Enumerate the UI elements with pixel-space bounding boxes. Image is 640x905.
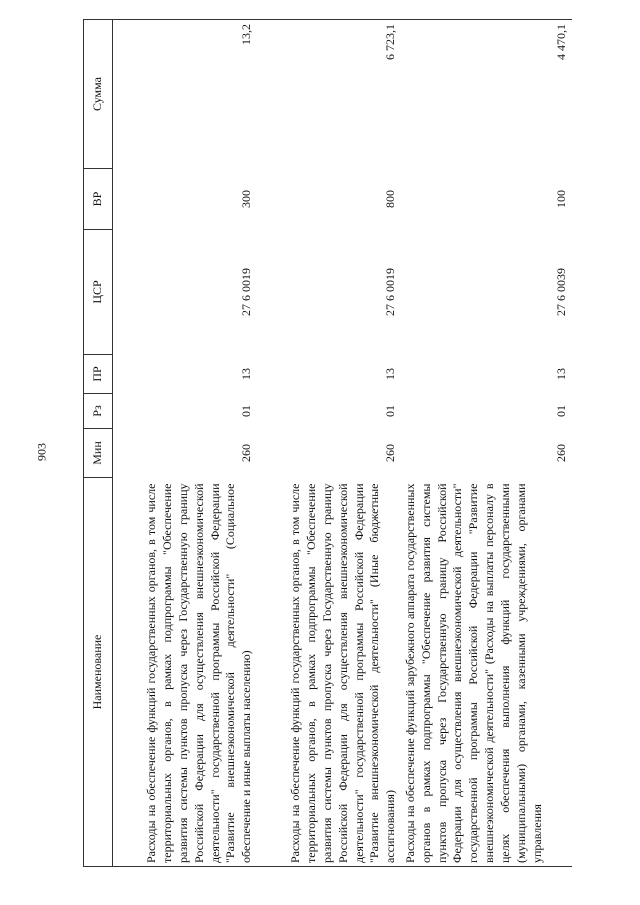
row-min: 260 [554, 444, 569, 462]
table-row [257, 20, 401, 867]
row-rz: 01 [383, 405, 398, 417]
row-pr: 13 [239, 368, 254, 380]
row-pr: 13 [383, 368, 398, 380]
row-sum: 6 723,1 [257, 20, 401, 169]
header-csr: ЦСР [84, 230, 113, 355]
row-rz: 01 [239, 405, 254, 417]
table-header [84, 20, 113, 867]
row-min: 260 [383, 444, 398, 462]
row-name-cell [401, 478, 572, 867]
row-csr: 27 6 0039 [554, 268, 569, 316]
row-name: Расходы на обеспечение функций государственных органов, в том числе территориальных органов, в рамках подпрограммы "Обеспечение развития системы пунктов пропуска через Государственную границу Российской Федерации для осуществления внешнеэкономической деятельности" государственной программы Российской Федерации "Развитие внешнеэкономической деятельности" (Социальное обеспечение и иные выплаты населению) [113, 478, 258, 867]
header-name: Наименование [84, 478, 113, 867]
row-csr: 27 6 0019 [239, 268, 254, 316]
row-vr: 100 [554, 190, 569, 208]
row-csr: 27 6 0019 [383, 268, 398, 316]
row-pr: 13 [554, 368, 569, 380]
table-row [401, 20, 572, 867]
row-name: Расходы на обеспечение функций зарубежного аппарата государственных органов в рамках подпрограммы "Обеспечение развития системы пунктов пропуска через Государственную границу Российской Федерации для осуществления внешнеэкономической деятельности" государственной программы Российской Федерации "Развитие внешнеэкономической деятельности" (Расходы на выплаты персоналу в целях обеспечения выполнения функций государственными (муниципальными) органами, казенными учреждениями, органами управления [403, 483, 544, 863]
rotated-table-container [83, 24, 591, 867]
page-number: 903 [34, 443, 49, 461]
row-sum: 4 470,1 [401, 20, 572, 169]
row-sum: 13,2 [113, 20, 258, 169]
header-vr: ВР [84, 169, 113, 230]
row-name: Расходы на обеспечение функций государственных органов, в том числе территориальных органов, в рамках подпрограммы "Обеспечение развития системы пунктов пропуска через Государственную границу Российской Федерации для осуществления внешнеэкономической деятельности" государственной программы Российской Федерации "Развитие внешнеэкономической деятельности" (Иные бюджетные ассигнования) [257, 478, 401, 867]
header-sum: Сумма [84, 20, 113, 169]
row-vr: 300 [239, 190, 254, 208]
header-min: Мин [84, 429, 113, 478]
row-rz: 01 [554, 405, 569, 417]
table-row [113, 20, 258, 867]
row-vr: 800 [383, 190, 398, 208]
header-pr: ПР [84, 355, 113, 394]
budget-table [83, 19, 572, 867]
header-rz: Рз [84, 394, 113, 429]
row-min: 260 [239, 444, 254, 462]
